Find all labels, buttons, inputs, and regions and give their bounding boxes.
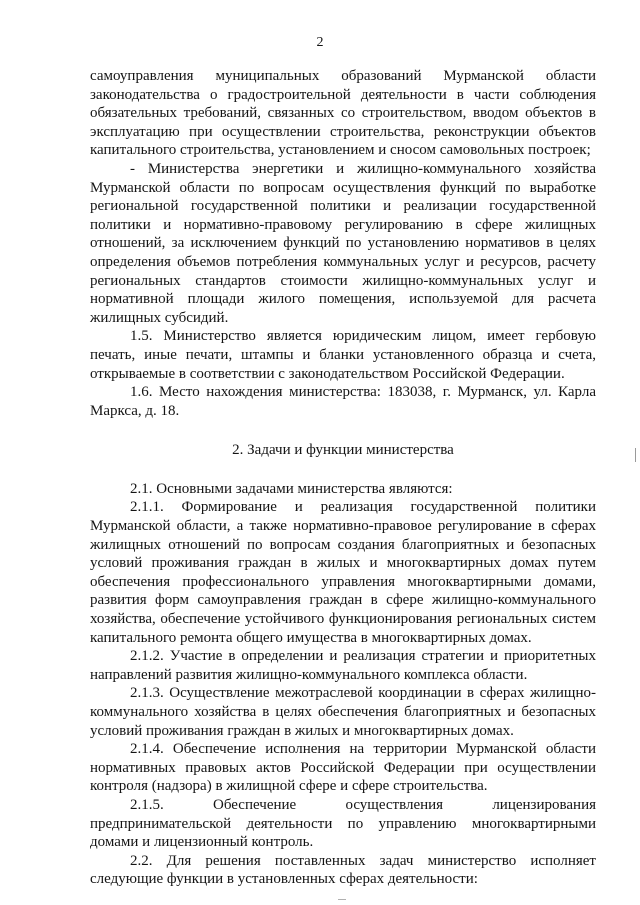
- paragraph-continuation: самоуправления муниципальных образований Мурманской области законодательства о градостроительной деятельности в части соблюдения обязательных требований, связанных со строительством, вводом объектов в эксплуатацию при осуществлении строительства, реконструкции объектов капитального строительства, установлением и сносом самовольных построек;: [90, 68, 596, 159]
- page-number: 2: [316, 35, 324, 50]
- paragraph-2-1-3: 2.1.3. Осуществление межотраслевой координации в сферах жилищно-коммунального хозяйства в целях обеспечения благоприятных и безопасных условий проживания граждан в жилых и многоквартирных домах.: [90, 685, 596, 739]
- scan-margin-mark: [635, 448, 636, 462]
- paragraph-2-1-5: 2.1.5. Обеспечение осуществления лицензирования предпринимательской деятельности по управлению многоквартирными домами и лицензионный контроль.: [90, 796, 596, 851]
- paragraph-2-1-1: 2.1.1. Формирование и реализация государственной политики Мурманской области, а также нормативно-правовое регулирование в сферах жилищных отношений по вопросам создания благоприятных и безопасных условий проживания граждан в жилых и многоквартирных домах путем обеспечения профессионального управления многоквартирными домами, развития форм самоуправления граждан в сфере жилищно-коммунального хозяйства, обеспечение устойчивого функционирования региональных систем капитального ремонта общего имущества в многоквартирных домах.: [90, 499, 596, 646]
- paragraph-2-1: 2.1. Основными задачами министерства являются:: [130, 480, 453, 497]
- scan-speck: [338, 899, 346, 900]
- paragraph-2-1-4: 2.1.4. Обеспечение исполнения на территории Мурманской области нормативных правовых актов Российской Федерации при осуществлении контроля (надзора) в жилищной сфере и сфере строительства.: [90, 741, 596, 795]
- paragraph-1-5: 1.5. Министерство является юридическим лицом, имеет гербовую печать, иные печати, штампы и бланки установленного образца и счета, открываемые в соответствии с законодательством Российской Федерации.: [90, 328, 596, 382]
- document-body: [90, 67, 596, 889]
- paragraph-2-2: 2.2. Для решения поставленных задач министерство исполняет следующие функции в установленных сферах деятельности:: [90, 852, 596, 888]
- paragraph-1-6: 1.6. Место нахождения министерства: 183038, г. Мурманск, ул. Карла Маркса, д. 18.: [90, 384, 596, 419]
- paragraph-2-1-2: 2.1.2. Участие в определении и реализация стратегии и приоритетных направлений развития жилищно-коммунального комплекса области.: [90, 648, 596, 683]
- section-heading: 2. Задачи и функции министерства: [232, 442, 454, 459]
- paragraph-ministry-energy: - Министерства энергетики и жилищно-коммунального хозяйства Мурманской области по вопросам осуществления функций по выработке региональной государственной политики и реализации государственной политики и нормативно-правовому регулированию в сфере жилищных отношений, за исключением функций по установлению нормативов в целях определения объемов потребления коммунальных услуг и ресурсов, расчету региональных стандартов стоимости жилищно-коммунальных услуг и нормативной площади жилого помещения, используемой для расчета жилищных субсидий.: [90, 160, 596, 326]
